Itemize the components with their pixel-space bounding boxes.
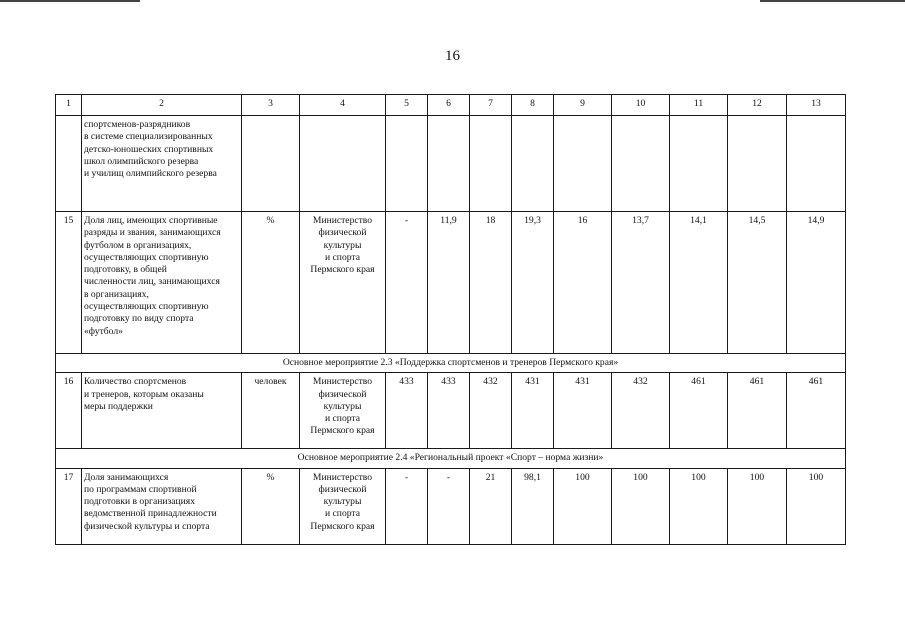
value-cell: 432 [470, 373, 512, 449]
value-cell: 11,9 [428, 212, 470, 354]
header-cell: 6 [428, 95, 470, 116]
unit-cell: % [242, 212, 300, 354]
header-cell: 12 [728, 95, 787, 116]
value-cell: - [386, 212, 428, 354]
table-row-15 [56, 212, 846, 354]
row-number-cell: 17 [56, 468, 82, 544]
row-number-cell [56, 116, 82, 212]
value-cell: 432 [612, 373, 670, 449]
indicator-name-cell: Доля лиц, имеющих спортивные разряды и звания, занимающихся футболом в организациях, осуществляющих спортивную подготовку, в общей численности лиц, занимающихся в организациях, осуществляющих спортивную подготовку по виду спорта «футбол» [82, 212, 242, 354]
header-cell: 5 [386, 95, 428, 116]
row-number-cell: 15 [56, 212, 82, 354]
section-row [56, 449, 846, 468]
section-row [56, 354, 846, 373]
value-cell: 14,1 [670, 212, 728, 354]
value-cell: 100 [612, 468, 670, 544]
scan-top-border-right [760, 0, 905, 2]
section-heading: Основное мероприятие 2.4 «Региональный проект «Спорт – норма жизни» [56, 449, 846, 468]
value-cell [428, 116, 470, 212]
value-cell [787, 116, 846, 212]
value-cell: - [428, 468, 470, 544]
value-cell: 100 [728, 468, 787, 544]
indicator-name-cell: Доля занимающихся по программам спортивной подготовки в организациях ведомственной принадлежности физической культуры и спорта [82, 468, 242, 544]
header-cell: 9 [554, 95, 612, 116]
table-row-17 [56, 468, 846, 544]
value-cell: 461 [728, 373, 787, 449]
table-row-16 [56, 373, 846, 449]
value-cell: 16 [554, 212, 612, 354]
value-cell: - [386, 468, 428, 544]
value-cell: 18 [470, 212, 512, 354]
scan-top-border-left [0, 0, 140, 2]
value-cell: 431 [512, 373, 554, 449]
value-cell: 98,1 [512, 468, 554, 544]
value-cell [612, 116, 670, 212]
value-cell: 13,7 [612, 212, 670, 354]
value-cell: 100 [554, 468, 612, 544]
indicator-name-cell: Количество спортсменов и тренеров, которым оказаны меры поддержки [82, 373, 242, 449]
header-cell: 13 [787, 95, 846, 116]
page-number: 16 [445, 48, 460, 64]
value-cell: 19,3 [512, 212, 554, 354]
value-cell: 461 [670, 373, 728, 449]
value-cell: 14,5 [728, 212, 787, 354]
header-cell: 8 [512, 95, 554, 116]
value-cell [554, 116, 612, 212]
header-cell: 3 [242, 95, 300, 116]
header-cell: 1 [56, 95, 82, 116]
value-cell: 100 [787, 468, 846, 544]
value-cell [728, 116, 787, 212]
indicators-table [55, 94, 846, 545]
unit-cell: % [242, 468, 300, 544]
table-row-continuation [56, 116, 846, 212]
value-cell: 431 [554, 373, 612, 449]
value-cell: 14,9 [787, 212, 846, 354]
value-cell [470, 116, 512, 212]
value-cell [386, 116, 428, 212]
value-cell: 433 [386, 373, 428, 449]
section-heading: Основное мероприятие 2.3 «Поддержка спортсменов и тренеров Пермского края» [56, 354, 846, 373]
indicator-name-cell: спортсменов-разрядников в системе специализированных детско-юношеских спортивных школ олимпийского резерва и училищ олимпийского резерва [82, 116, 242, 212]
value-cell: 100 [670, 468, 728, 544]
value-cell [670, 116, 728, 212]
responsible-cell: Министерство физической культуры и спорта Пермского края [300, 212, 386, 354]
header-cell: 2 [82, 95, 242, 116]
value-cell: 433 [428, 373, 470, 449]
header-cell: 7 [470, 95, 512, 116]
value-cell: 461 [787, 373, 846, 449]
header-cell: 10 [612, 95, 670, 116]
column-number-row [56, 95, 846, 116]
header-cell: 4 [300, 95, 386, 116]
header-cell: 11 [670, 95, 728, 116]
responsible-cell: Министерство физической культуры и спорта Пермского края [300, 373, 386, 449]
value-cell [512, 116, 554, 212]
responsible-cell: Министерство физической культуры и спорта Пермского края [300, 468, 386, 544]
unit-cell [242, 116, 300, 212]
responsible-cell [300, 116, 386, 212]
value-cell: 21 [470, 468, 512, 544]
unit-cell: человек [242, 373, 300, 449]
row-number-cell: 16 [56, 373, 82, 449]
